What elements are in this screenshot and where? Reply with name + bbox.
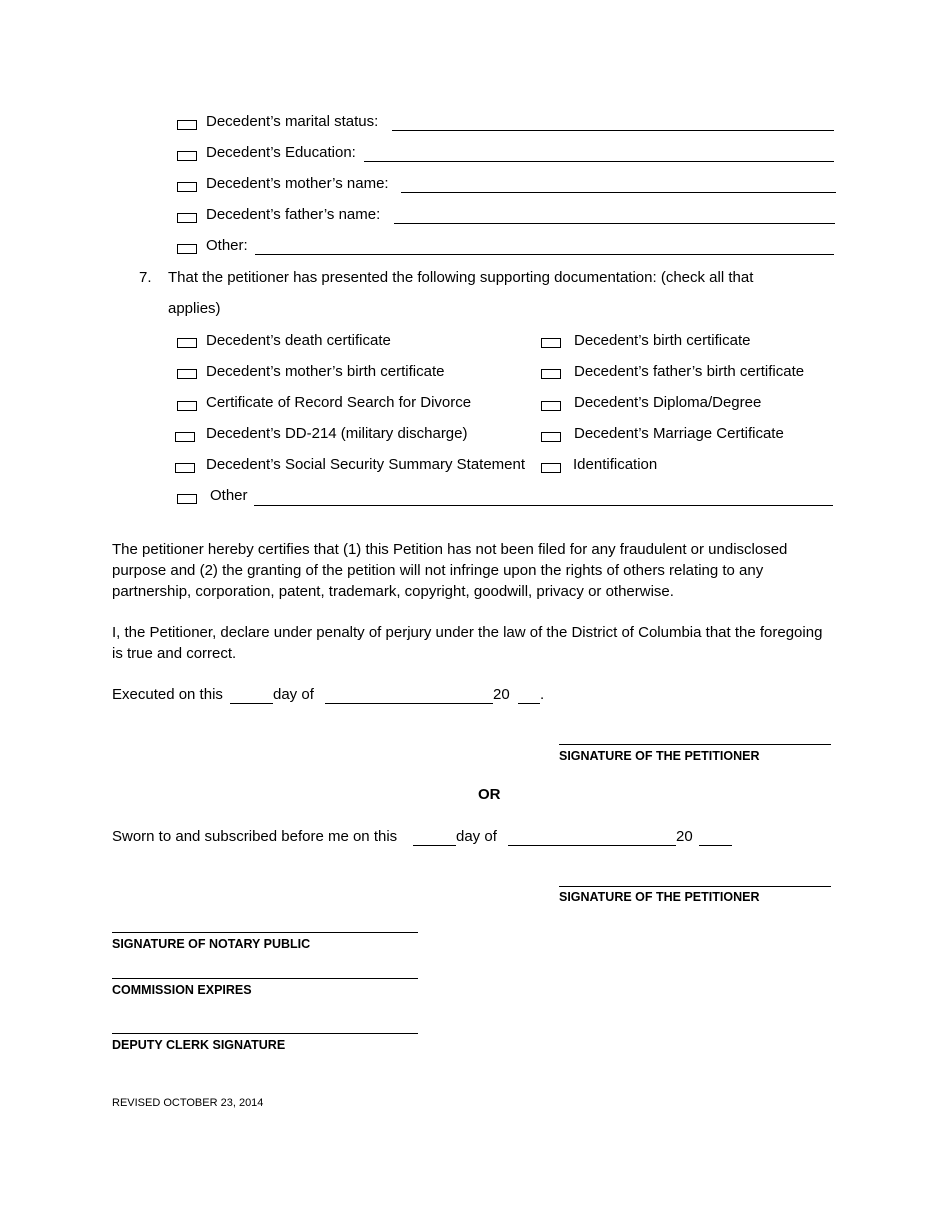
executed-text: Executed on this bbox=[112, 686, 223, 703]
education-label: Decedent’s Education: bbox=[206, 144, 356, 161]
executed-dayof-text: day of bbox=[273, 686, 314, 703]
father-birth-cert-checkbox[interactable] bbox=[541, 369, 561, 379]
doc-item-label: Decedent’s Marriage Certificate bbox=[574, 425, 784, 442]
sworn-dayof-text: day of bbox=[456, 828, 497, 845]
section-number: 7. bbox=[139, 269, 152, 286]
petitioner-signature-label: SIGNATURE OF THE PETITIONER bbox=[559, 749, 760, 763]
doc-other-field[interactable] bbox=[254, 505, 833, 506]
other-field[interactable] bbox=[255, 254, 834, 255]
marital-status-field[interactable] bbox=[392, 130, 834, 131]
commission-expires-label: COMMISSION EXPIRES bbox=[112, 983, 252, 997]
education-field[interactable] bbox=[364, 161, 834, 162]
doc-other-label: Other bbox=[210, 487, 248, 504]
divorce-record-checkbox[interactable] bbox=[177, 401, 197, 411]
sworn-month-field[interactable] bbox=[508, 845, 676, 846]
petitioner-signature-line[interactable] bbox=[559, 744, 831, 745]
revised-date: REVISED OCTOBER 23, 2014 bbox=[112, 1097, 264, 1109]
deputy-clerk-line[interactable] bbox=[112, 1033, 418, 1034]
doc-item-label: Decedent’s Diploma/Degree bbox=[574, 394, 762, 411]
doc-item-label: Decedent’s DD-214 (military discharge) bbox=[206, 425, 468, 442]
doc-item-label: Decedent’s death certificate bbox=[206, 332, 391, 349]
section-text-line1: That the petitioner has presented the following supporting documentation: (check all that bbox=[168, 269, 754, 286]
diploma-checkbox[interactable] bbox=[541, 401, 561, 411]
father-name-label: Decedent’s father’s name: bbox=[206, 206, 381, 223]
doc-item-label: Certificate of Record Search for Divorce bbox=[206, 394, 472, 411]
identification-checkbox[interactable] bbox=[541, 463, 561, 473]
marital-status-checkbox[interactable] bbox=[177, 120, 197, 130]
mother-name-checkbox[interactable] bbox=[177, 182, 197, 192]
other-checkbox[interactable] bbox=[177, 244, 197, 254]
death-certificate-checkbox[interactable] bbox=[177, 338, 197, 348]
perjury-declaration: I, the Petitioner, declare under penalty of perjury under the law of the District of Columbia that the foregoing is true and correct. bbox=[112, 624, 823, 662]
father-name-field[interactable] bbox=[394, 223, 835, 224]
executed-year-prefix: 20 bbox=[493, 686, 510, 703]
executed-period: . bbox=[540, 686, 545, 703]
father-name-checkbox[interactable] bbox=[177, 213, 197, 223]
mother-birth-cert-checkbox[interactable] bbox=[177, 369, 197, 379]
executed-day-field[interactable] bbox=[230, 703, 273, 704]
doc-item-label: Identification bbox=[573, 456, 658, 473]
dd214-checkbox[interactable] bbox=[175, 432, 195, 442]
certification-paragraph: The petitioner hereby certifies that (1) this Petition has not been filed for any fraudulent or undisclosed purpose and (2) the granting of the petition will not infringe upon the rights of others relating to any partnership, corporation, patent, trademark, copyright, goodwill, privacy or otherwise. bbox=[112, 541, 788, 600]
mother-name-field[interactable] bbox=[401, 192, 836, 193]
sworn-text: Sworn to and subscribed before me on this bbox=[112, 828, 398, 845]
commission-expires-line[interactable] bbox=[112, 978, 418, 979]
birth-certificate-checkbox[interactable] bbox=[541, 338, 561, 348]
section-text-line2: applies) bbox=[168, 300, 221, 317]
sworn-year-field[interactable] bbox=[699, 845, 732, 846]
doc-item-label: Decedent’s father’s birth certificate bbox=[574, 363, 805, 380]
other-label: Other: bbox=[206, 237, 248, 254]
sworn-year-prefix: 20 bbox=[676, 828, 693, 845]
executed-month-field[interactable] bbox=[325, 703, 493, 704]
sworn-day-field[interactable] bbox=[413, 845, 456, 846]
petitioner-signature-line-2[interactable] bbox=[559, 886, 831, 887]
marriage-cert-checkbox[interactable] bbox=[541, 432, 561, 442]
doc-item-label: Decedent’s mother’s birth certificate bbox=[206, 363, 445, 380]
petitioner-signature-label-2: SIGNATURE OF THE PETITIONER bbox=[559, 890, 760, 904]
notary-signature-label: SIGNATURE OF NOTARY PUBLIC bbox=[112, 937, 311, 951]
notary-signature-line[interactable] bbox=[112, 932, 418, 933]
education-checkbox[interactable] bbox=[177, 151, 197, 161]
doc-item-label: Decedent’s birth certificate bbox=[574, 332, 751, 349]
marital-status-label: Decedent’s marital status: bbox=[206, 113, 379, 130]
executed-year-field[interactable] bbox=[518, 703, 540, 704]
deputy-clerk-label: DEPUTY CLERK SIGNATURE bbox=[112, 1038, 286, 1052]
doc-other-checkbox[interactable] bbox=[177, 494, 197, 504]
mother-name-label: Decedent’s mother’s name: bbox=[206, 175, 389, 192]
ssa-statement-checkbox[interactable] bbox=[175, 463, 195, 473]
doc-item-label: Decedent’s Social Security Summary Statement bbox=[206, 456, 526, 473]
or-label: OR bbox=[478, 786, 501, 803]
